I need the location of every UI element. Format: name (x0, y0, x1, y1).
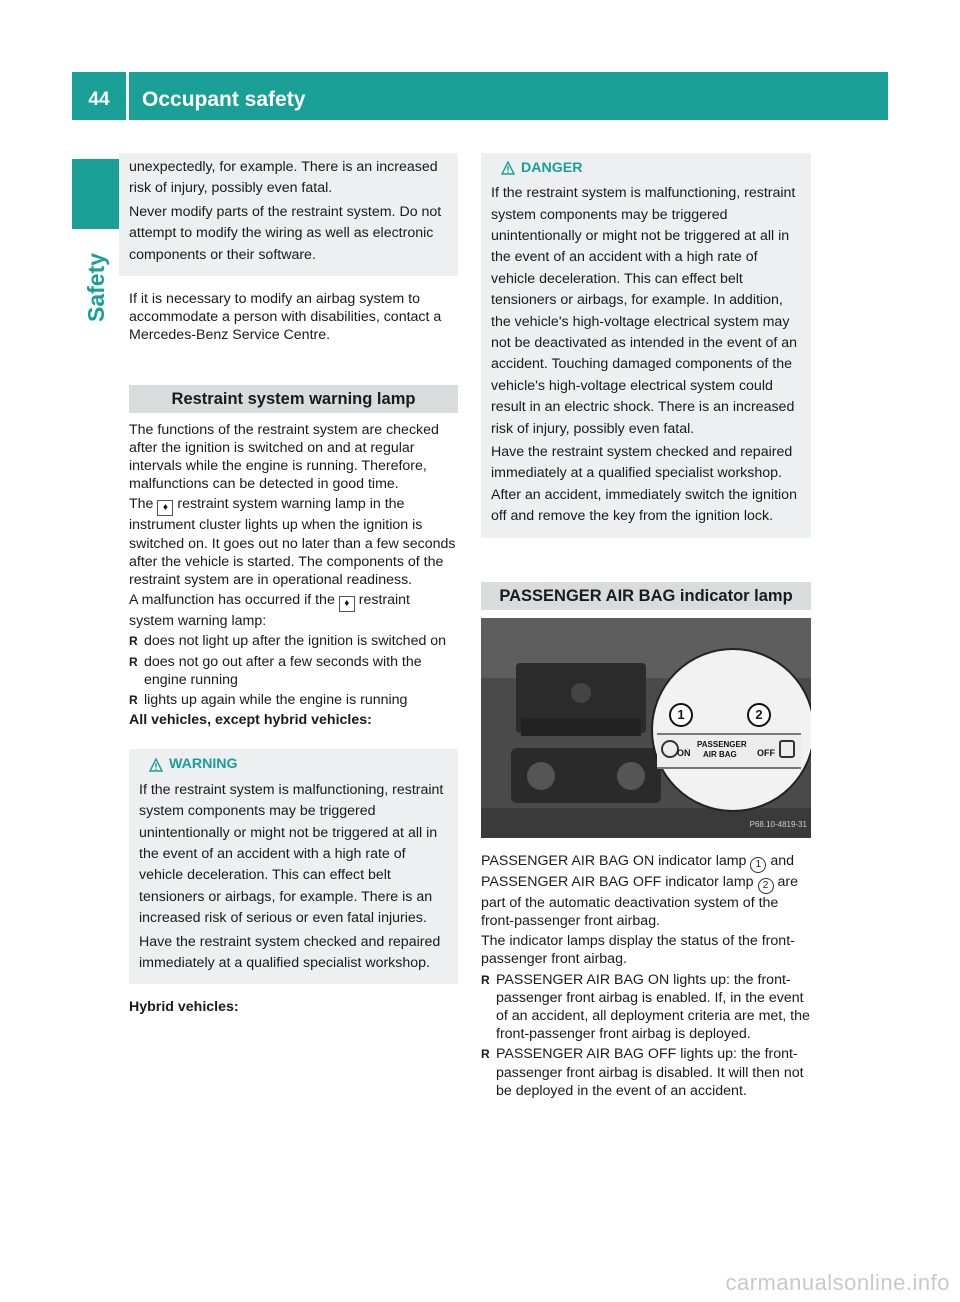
header-divider (126, 72, 129, 120)
bullet-icon: R (481, 1047, 490, 1062)
list-item (481, 971, 811, 1044)
list-item (129, 653, 458, 689)
text-fragment: are part of the automatic deactivation system of the front-passenger front airbag. (481, 873, 798, 929)
body-paragraph: The indicator lamps display the status of the front-passenger front airbag. (481, 933, 795, 968)
warning-box (129, 749, 458, 984)
callout-reference: 1 (750, 857, 766, 873)
body-paragraph (129, 495, 458, 589)
list-item-text: does not go out after a few seconds with the engine running (144, 653, 422, 688)
warning-icon (149, 758, 163, 772)
callout-number: 1 (677, 706, 685, 722)
bullet-icon: R (129, 634, 138, 649)
bullet-icon: R (129, 693, 138, 708)
text-fragment: and PASSENGER AIR BAG OFF indicator lamp (481, 852, 795, 890)
danger-paragraph: Have the restraint system checked and repaired immediately at a qualified specialist workshop. After an accident, immediately switch the ignition off and remove the key from the ignition lock. (491, 444, 797, 525)
text-fragment: restraint system warning lamp: (129, 592, 410, 630)
body-paragraph (481, 852, 811, 930)
list-item (129, 632, 458, 650)
right-column (481, 153, 811, 1102)
list-item-text: PASSENGER AIR BAG ON lights up: the front-passenger front airbag is enabled. If, in the event of an accident, all deployment criteria are met, the front-passenger front airbag is deployed. (496, 971, 810, 1043)
malfunction-list (129, 632, 458, 709)
callout-1 (669, 703, 693, 727)
text-fragment: A malfunction has occurred if the (129, 592, 335, 609)
list-item (481, 1045, 811, 1100)
restraint-warning-icon: ♦ (339, 596, 355, 612)
text-fragment: The (129, 496, 154, 513)
list-item-text: PASSENGER AIR BAG OFF lights up: the front-passenger front airbag is disabled. It will then not be deployed in the event of an accident. (496, 1046, 804, 1099)
warning-title-text: WARNING (169, 756, 238, 773)
danger-paragraph: If the restraint system is malfunctioning, restraint system components may be triggered unintentionally or might not be triggered at all in the event of an accident with a high rate of vehicle deceleration. This can effect belt tensioners or airbags, for example. In addition, the vehicle's high-voltage electrical system may not be deactivated as intended in the event of an accident. Touching damaged components of the vehicle's high-voltage electrical system could result in an electric shock. There is an increased risk of injury, possibly even fatal. (491, 185, 798, 437)
danger-title (491, 159, 801, 177)
subheading: Hybrid vehicles: (129, 999, 239, 1016)
label-passenger: PASSENGER (697, 739, 747, 749)
bullet-icon: R (481, 972, 490, 987)
figure-code: P68.10-4819-31 (749, 819, 807, 829)
section-body (119, 421, 458, 730)
subheading: All vehicles, except hybrid vehicles: (129, 712, 372, 729)
text-fragment: restraint system warning lamp in the instrument cluster lights up when the ignition is switched on. It goes out no later than a few seconds after the vehicle is started. The components of the restraint system are in operational readiness. (129, 496, 456, 589)
callout-number: 2 (755, 706, 763, 722)
warning-paragraph: Have the restraint system checked and repaired immediately at a qualified specialist workshop. (139, 933, 441, 971)
sidebar-label: Safety (83, 252, 109, 322)
zoom-circle (651, 648, 811, 812)
sidebar-block (72, 159, 119, 229)
callout-reference: 2 (758, 878, 774, 894)
callout-2 (747, 703, 771, 727)
airbag-on-symbol-icon (779, 740, 795, 758)
notice-paragraph: Never modify parts of the restraint system. Do not attempt to modify the wiring as well as electronic components or their software. (129, 203, 442, 263)
dashboard-illustration (481, 618, 811, 838)
warning-icon (501, 161, 515, 175)
indicator-list (481, 971, 811, 1100)
warning-title (139, 755, 448, 773)
bullet-icon: R (129, 654, 138, 669)
body-paragraph: The functions of the restraint system are checked after the ignition is switched on and at regular intervals while the engine is running. Therefore, malfunctions can be detected in good time. (129, 421, 439, 493)
section-heading: PASSENGER AIR BAG indicator lamp (481, 582, 811, 610)
label-on: ON (677, 747, 691, 758)
indicator-body (481, 852, 811, 1100)
label-off: OFF (757, 747, 775, 758)
left-column (119, 153, 458, 1019)
continued-notice-box (119, 153, 458, 276)
warning-paragraph: If the restraint system is malfunctioning, restraint system components may be triggered unintentionally or might not be triggered at all in the event of an accident with a high rate of vehicle deceleration. This can effect belt tensioners or airbags, for example. There is an increased risk of serious or even fatal injuries. (139, 781, 444, 927)
text-fragment: PASSENGER AIR BAG ON indicator lamp (481, 852, 747, 869)
list-item-text: lights up again while the engine is running (144, 692, 408, 709)
body-paragraph (129, 591, 458, 630)
danger-title-text: DANGER (521, 160, 583, 176)
restraint-warning-icon: ♦ (157, 500, 173, 516)
list-item (129, 691, 458, 709)
notice-paragraph: unexpectedly, for example. There is an increased risk of injury, possibly even fatal. (129, 159, 438, 197)
page-title: Occupant safety (142, 88, 306, 111)
danger-box (481, 153, 811, 538)
section-heading: Restraint system warning lamp (129, 385, 458, 413)
list-item-text: does not light up after the ignition is switched on (144, 633, 447, 650)
body-paragraph: If it is necessary to modify an airbag system to accommodate a person with disabilities, contact a Mercedes-Benz Service Centre. (129, 291, 442, 344)
page-number: 44 (88, 89, 110, 110)
label-airbag: AIR BAG (703, 749, 737, 759)
footer-watermark: carmanualsonline.info (725, 1270, 950, 1295)
